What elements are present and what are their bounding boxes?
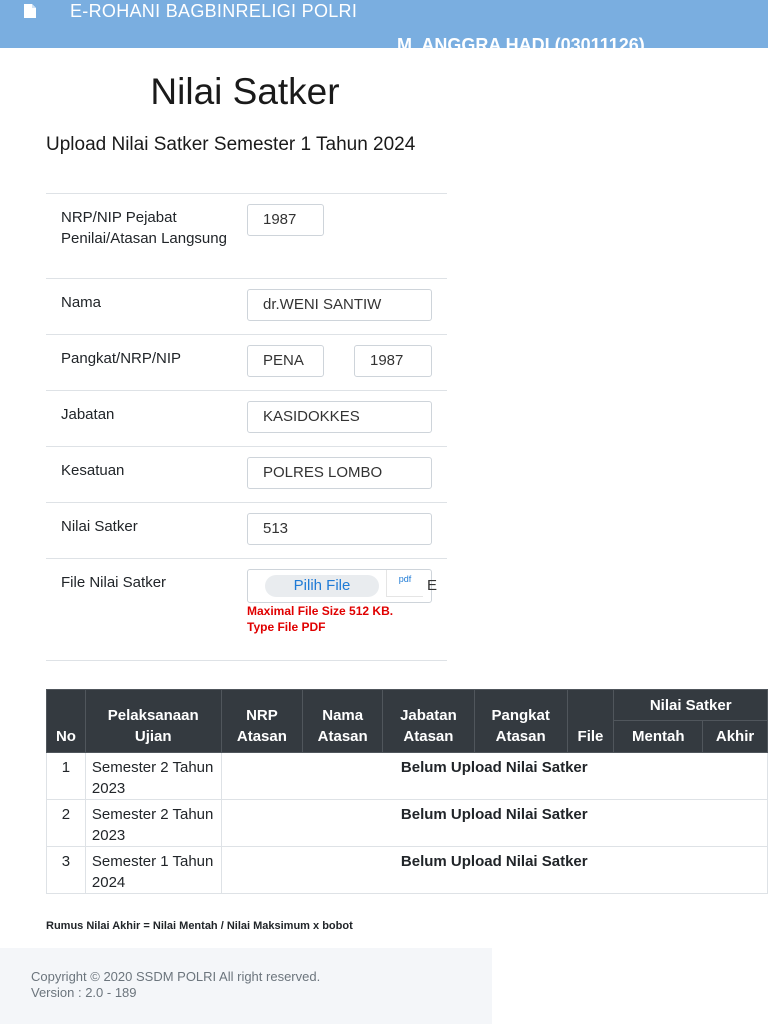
kesatuan-label: Kesatuan (61, 462, 125, 479)
file-size-note: Maximal File Size 512 KB. Type File PDF (247, 604, 394, 634)
col-header-nrp: NRP Atasan (221, 690, 303, 753)
col-header-nama: Nama Atasan (303, 690, 383, 753)
nama-input[interactable]: dr.WENI SANTIW (247, 289, 432, 321)
row-pelaksanaan: Semester 2 Tahun 2023 (85, 753, 221, 800)
col-header-mentah: Mentah (614, 721, 703, 753)
row-number: 2 (47, 800, 86, 847)
pangkat-nrp-input[interactable]: 1987 (354, 345, 432, 377)
file-name-text: E (427, 577, 438, 594)
col-header-file: File (567, 690, 614, 753)
nilai-input[interactable]: 513 (247, 513, 432, 545)
nama-label: Nama (61, 294, 102, 311)
file-label: File Nilai Satker (61, 574, 167, 591)
nilai-satker-table (46, 689, 768, 894)
kesatuan-input[interactable]: POLRES LOMBO (247, 457, 432, 489)
col-header-pelaksanaan: Pelaksanaan Ujian (85, 690, 221, 753)
file-input[interactable] (247, 569, 438, 603)
choose-file-button[interactable]: Pilih File (265, 575, 379, 597)
pangkat-input[interactable]: PENA (247, 345, 324, 377)
row-status: Belum Upload Nilai Satker (221, 847, 767, 894)
col-header-pangkat: Pangkat Atasan (474, 690, 567, 753)
form-row-kesatuan (46, 446, 447, 502)
document-icon[interactable] (24, 4, 36, 18)
jabatan-label: Jabatan (61, 406, 115, 423)
col-header-jabatan: Jabatan Atasan (383, 690, 475, 753)
nrp-input[interactable]: 1987 (247, 204, 324, 236)
pangkat-label: Pangkat/NRP/NIP (61, 350, 182, 367)
table-row (47, 800, 768, 847)
form-row-file (46, 558, 447, 661)
formula-note: Rumus Nilai Akhir = Nilai Mentah / Nilai Maksimum x bobot (46, 920, 353, 932)
col-header-akhir: Akhir (703, 721, 768, 753)
form-row-nama (46, 278, 447, 334)
jabatan-input[interactable]: KASIDOKKES (247, 401, 432, 433)
form-row-pangkat (46, 334, 447, 390)
version-text: Version : 2.0 - 189 (31, 985, 137, 1000)
row-number: 1 (47, 753, 86, 800)
col-header-no: No (47, 690, 86, 753)
form-row-nrp (46, 193, 447, 278)
top-navbar (0, 0, 768, 55)
row-pelaksanaan: Semester 2 Tahun 2023 (85, 800, 221, 847)
form-row-nilai (46, 502, 447, 558)
nrp-label: NRP/NIP Pejabat Penilai/Atasan Langsung (61, 209, 227, 247)
form-title: Upload Nilai Satker Semester 1 Tahun 2024 (46, 134, 416, 155)
form-row-jabatan (46, 390, 447, 446)
user-name[interactable]: M. ANGGRA HADI (03011126) (397, 35, 645, 55)
row-pelaksanaan: Semester 1 Tahun 2024 (85, 847, 221, 894)
row-status: Belum Upload Nilai Satker (221, 800, 767, 847)
upload-form (46, 193, 447, 661)
table-row (47, 847, 768, 894)
copyright-text: Copyright © 2020 SSDM POLRI All right reserved. (31, 969, 321, 984)
col-header-nilai-satker: Nilai Satker (614, 690, 768, 721)
footer (0, 948, 492, 1024)
nilai-label: Nilai Satker (61, 518, 138, 535)
app-title[interactable]: E-ROHANI BAGBINRELIGI POLRI (70, 1, 358, 21)
table-row (47, 753, 768, 800)
row-number: 3 (47, 847, 86, 894)
row-status: Belum Upload Nilai Satker (221, 753, 767, 800)
pdf-file-icon: pdf (386, 570, 423, 597)
page-title: Nilai Satker (150, 71, 340, 112)
